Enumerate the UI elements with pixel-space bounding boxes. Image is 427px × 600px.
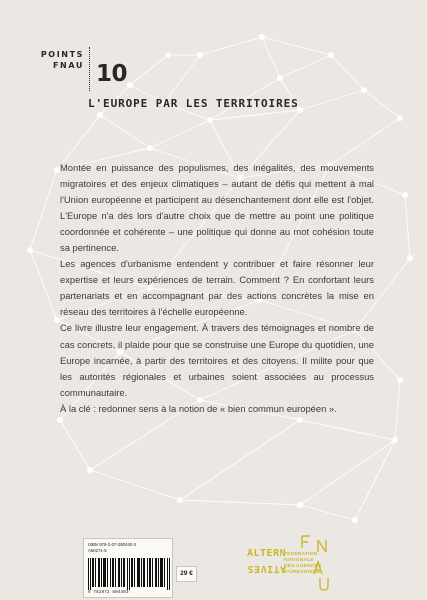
series-line-1: POINTS — [40, 50, 84, 59]
fnau-line: D'URBANISME — [284, 570, 321, 576]
isbn-text: ISBN 978-2-07-280440-3 — [88, 542, 137, 547]
blurb-paragraph: Les agences d'urbanisme entendent y contribuer et faire résonner leur expertise et leurs expériences de terrain. Comment ? En confortant leurs partenariats et en accompagnant par des actions concrètes la mise en réseau des territoires à l'échelle européenne. — [60, 258, 374, 318]
book-title: L'EUROPE PAR LES TERRITOIRES — [88, 97, 299, 110]
fnau-name — [284, 552, 322, 576]
publisher-logo-top: ALTERN — [247, 548, 287, 559]
back-cover-blurb — [60, 160, 374, 417]
publisher-logo-bottom: ATIVES — [247, 563, 287, 574]
blurb-paragraph: Montée en puissance des populismes, des inégalités, des mouvements migratoires et des enjeux climatiques – autant de défis qui mettent à mal l'Union européenne et participent au désenchantement dont elle est l'objet. L'Europe n'a dès lors d'autre choix que de mettre au point une politique coordonnée et cohérente – une politique qui donne au mot cohésion toute sa pertinence. — [60, 162, 374, 254]
fnau-line: FÉDÉRATION — [284, 552, 318, 557]
series-line-2: FNAU — [52, 61, 84, 70]
fnau-line: NATIONALE — [284, 558, 314, 564]
ean-text: A50271-5 — [88, 548, 107, 553]
barcode-icon — [88, 558, 170, 590]
series-divider — [89, 47, 90, 91]
barcode-label — [83, 538, 173, 598]
publisher-logo — [247, 548, 286, 574]
series-label — [30, 49, 84, 71]
series-number: 10 — [96, 61, 128, 87]
fnau-line: DES AGENCES — [284, 564, 322, 570]
price-tag: 29 € — [176, 566, 197, 582]
blurb-paragraph: Ce livre illustre leur engagement. À travers des témoignages et nombre de cas concrets, il plaide pour que se construise une Europe du quotidien, une Europe incarnée, à partir des territoires et des citoyens. Il milite pour que les autorités régionales et urbaines soient associées au processus communautaire. — [60, 322, 374, 398]
barcode-digits: 9 782072 804403 — [88, 591, 129, 595]
blurb-paragraph: À la clé : redonner sens à la notion de « bien commun européen ». — [60, 402, 337, 414]
